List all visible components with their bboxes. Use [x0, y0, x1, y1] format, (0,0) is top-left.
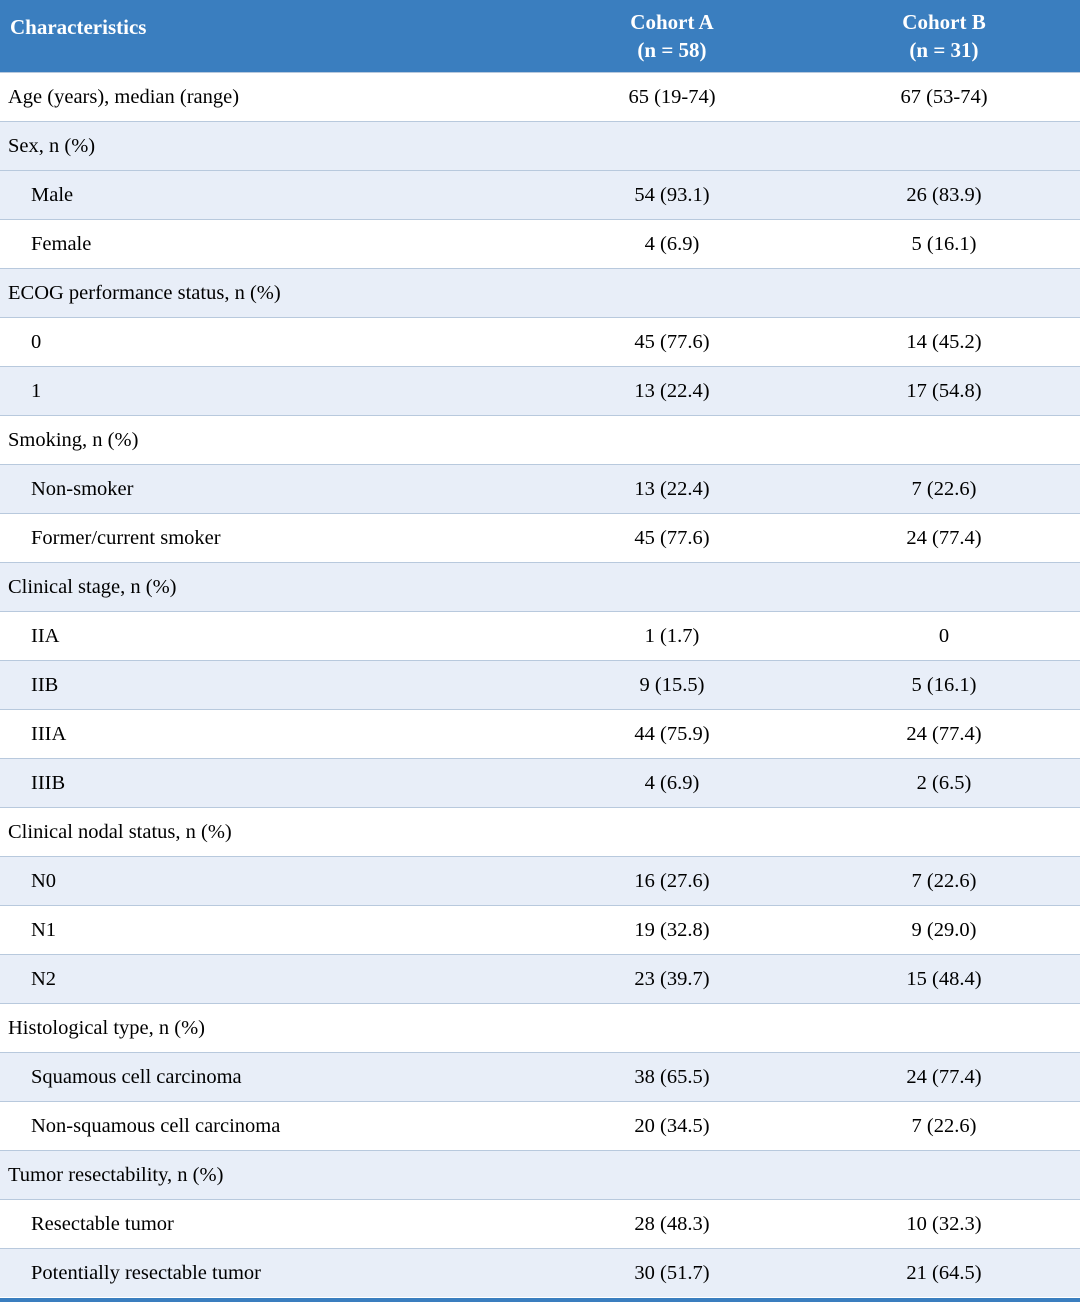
- row-label: IIA: [0, 612, 536, 661]
- cell-cohort-a: 45 (77.6): [536, 318, 808, 367]
- column-header-cohort-a-count: (n = 58): [637, 38, 707, 62]
- table-row: [0, 857, 1080, 906]
- row-label: Former/current smoker: [0, 514, 536, 563]
- cell-cohort-b: 7 (22.6): [808, 465, 1080, 514]
- table-row: [0, 367, 1080, 416]
- column-header-cohort-b-label: Cohort B: [902, 10, 986, 34]
- table-row: [0, 563, 1080, 612]
- row-label: Squamous cell carcinoma: [0, 1053, 536, 1102]
- cell-cohort-b: 7 (22.6): [808, 1102, 1080, 1151]
- cell-cohort-a: [536, 269, 808, 318]
- cell-cohort-a: 1 (1.7): [536, 612, 808, 661]
- column-header-characteristics-spacer: [10, 42, 536, 68]
- table-row: [0, 759, 1080, 808]
- column-header-cohort-a-label: Cohort A: [630, 10, 714, 34]
- table-row: [0, 416, 1080, 465]
- column-header-characteristics: [0, 0, 536, 73]
- row-label: Clinical stage, n (%): [0, 563, 536, 612]
- cell-cohort-a: 44 (75.9): [536, 710, 808, 759]
- cell-cohort-a: [536, 563, 808, 612]
- table-row: [0, 1053, 1080, 1102]
- table-row: [0, 269, 1080, 318]
- cell-cohort-b: 14 (45.2): [808, 318, 1080, 367]
- cell-cohort-b: 7 (22.6): [808, 857, 1080, 906]
- cell-cohort-b: 24 (77.4): [808, 710, 1080, 759]
- cell-cohort-a: 28 (48.3): [536, 1200, 808, 1249]
- cell-cohort-b: 5 (16.1): [808, 661, 1080, 710]
- table-header-row: [0, 0, 1080, 73]
- table-row: [0, 1151, 1080, 1200]
- cell-cohort-a: [536, 122, 808, 171]
- table-row: [0, 710, 1080, 759]
- cell-cohort-a: 4 (6.9): [536, 220, 808, 269]
- cell-cohort-b: 24 (77.4): [808, 514, 1080, 563]
- table-row: [0, 122, 1080, 171]
- cell-cohort-a: 9 (15.5): [536, 661, 808, 710]
- cell-cohort-a: 19 (32.8): [536, 906, 808, 955]
- cell-cohort-b: 67 (53-74): [808, 73, 1080, 122]
- cell-cohort-b: 21 (64.5): [808, 1249, 1080, 1298]
- cell-cohort-a: 23 (39.7): [536, 955, 808, 1004]
- row-label: Sex, n (%): [0, 122, 536, 171]
- row-label: Age (years), median (range): [0, 73, 536, 122]
- table-row: [0, 906, 1080, 955]
- row-label: ECOG performance status, n (%): [0, 269, 536, 318]
- column-header-cohort-b-count: (n = 31): [909, 38, 979, 62]
- cell-cohort-a: 45 (77.6): [536, 514, 808, 563]
- table-row: [0, 1102, 1080, 1151]
- row-label: Tumor resectability, n (%): [0, 1151, 536, 1200]
- row-label: N0: [0, 857, 536, 906]
- cell-cohort-b: [808, 122, 1080, 171]
- cell-cohort-b: 24 (77.4): [808, 1053, 1080, 1102]
- column-header-cohort-a: [536, 0, 808, 73]
- row-label: Resectable tumor: [0, 1200, 536, 1249]
- row-label: 1: [0, 367, 536, 416]
- row-label: Potentially resectable tumor: [0, 1249, 536, 1298]
- cell-cohort-a: 30 (51.7): [536, 1249, 808, 1298]
- row-label: Clinical nodal status, n (%): [0, 808, 536, 857]
- column-header-characteristics-label: Characteristics: [10, 14, 147, 39]
- cell-cohort-b: [808, 1151, 1080, 1200]
- row-label: N2: [0, 955, 536, 1004]
- cell-cohort-b: [808, 1004, 1080, 1053]
- row-label: Histological type, n (%): [0, 1004, 536, 1053]
- cell-cohort-a: [536, 1151, 808, 1200]
- cell-cohort-b: 15 (48.4): [808, 955, 1080, 1004]
- cell-cohort-b: 9 (29.0): [808, 906, 1080, 955]
- cell-cohort-b: 17 (54.8): [808, 367, 1080, 416]
- row-label: Female: [0, 220, 536, 269]
- table-row: [0, 1004, 1080, 1053]
- table-row: [0, 1200, 1080, 1249]
- row-label: 0: [0, 318, 536, 367]
- cell-cohort-a: 16 (27.6): [536, 857, 808, 906]
- row-label: IIB: [0, 661, 536, 710]
- table-row: [0, 73, 1080, 122]
- cell-cohort-b: 2 (6.5): [808, 759, 1080, 808]
- cell-cohort-a: [536, 416, 808, 465]
- table-row: [0, 808, 1080, 857]
- cell-cohort-a: 54 (93.1): [536, 171, 808, 220]
- cell-cohort-a: 65 (19-74): [536, 73, 808, 122]
- cell-cohort-b: [808, 808, 1080, 857]
- table-row: [0, 661, 1080, 710]
- cell-cohort-a: [536, 1004, 808, 1053]
- cell-cohort-a: 38 (65.5): [536, 1053, 808, 1102]
- table-row: [0, 318, 1080, 367]
- table-row: [0, 955, 1080, 1004]
- cell-cohort-b: 5 (16.1): [808, 220, 1080, 269]
- table-bottom-rule: [0, 1297, 1080, 1302]
- table-row: [0, 220, 1080, 269]
- cell-cohort-a: 20 (34.5): [536, 1102, 808, 1151]
- cell-cohort-a: 4 (6.9): [536, 759, 808, 808]
- table-body: [0, 73, 1080, 1298]
- table-bottom-rule-inner: [0, 1297, 1080, 1298]
- cell-cohort-b: 0: [808, 612, 1080, 661]
- column-header-cohort-b: [808, 0, 1080, 73]
- row-label: Smoking, n (%): [0, 416, 536, 465]
- row-label: IIIA: [0, 710, 536, 759]
- cell-cohort-a: 13 (22.4): [536, 465, 808, 514]
- row-label: Non-smoker: [0, 465, 536, 514]
- table-row: [0, 465, 1080, 514]
- cell-cohort-a: 13 (22.4): [536, 367, 808, 416]
- cell-cohort-b: [808, 269, 1080, 318]
- cell-cohort-b: [808, 563, 1080, 612]
- row-label: N1: [0, 906, 536, 955]
- cell-cohort-a: [536, 808, 808, 857]
- table-row: [0, 612, 1080, 661]
- cell-cohort-b: 26 (83.9): [808, 171, 1080, 220]
- row-label: Male: [0, 171, 536, 220]
- table-row: [0, 171, 1080, 220]
- table-header: [0, 0, 1080, 73]
- table-row: [0, 514, 1080, 563]
- cell-cohort-b: [808, 416, 1080, 465]
- table-row: [0, 1249, 1080, 1298]
- row-label: IIIB: [0, 759, 536, 808]
- row-label: Non-squamous cell carcinoma: [0, 1102, 536, 1151]
- cell-cohort-b: 10 (32.3): [808, 1200, 1080, 1249]
